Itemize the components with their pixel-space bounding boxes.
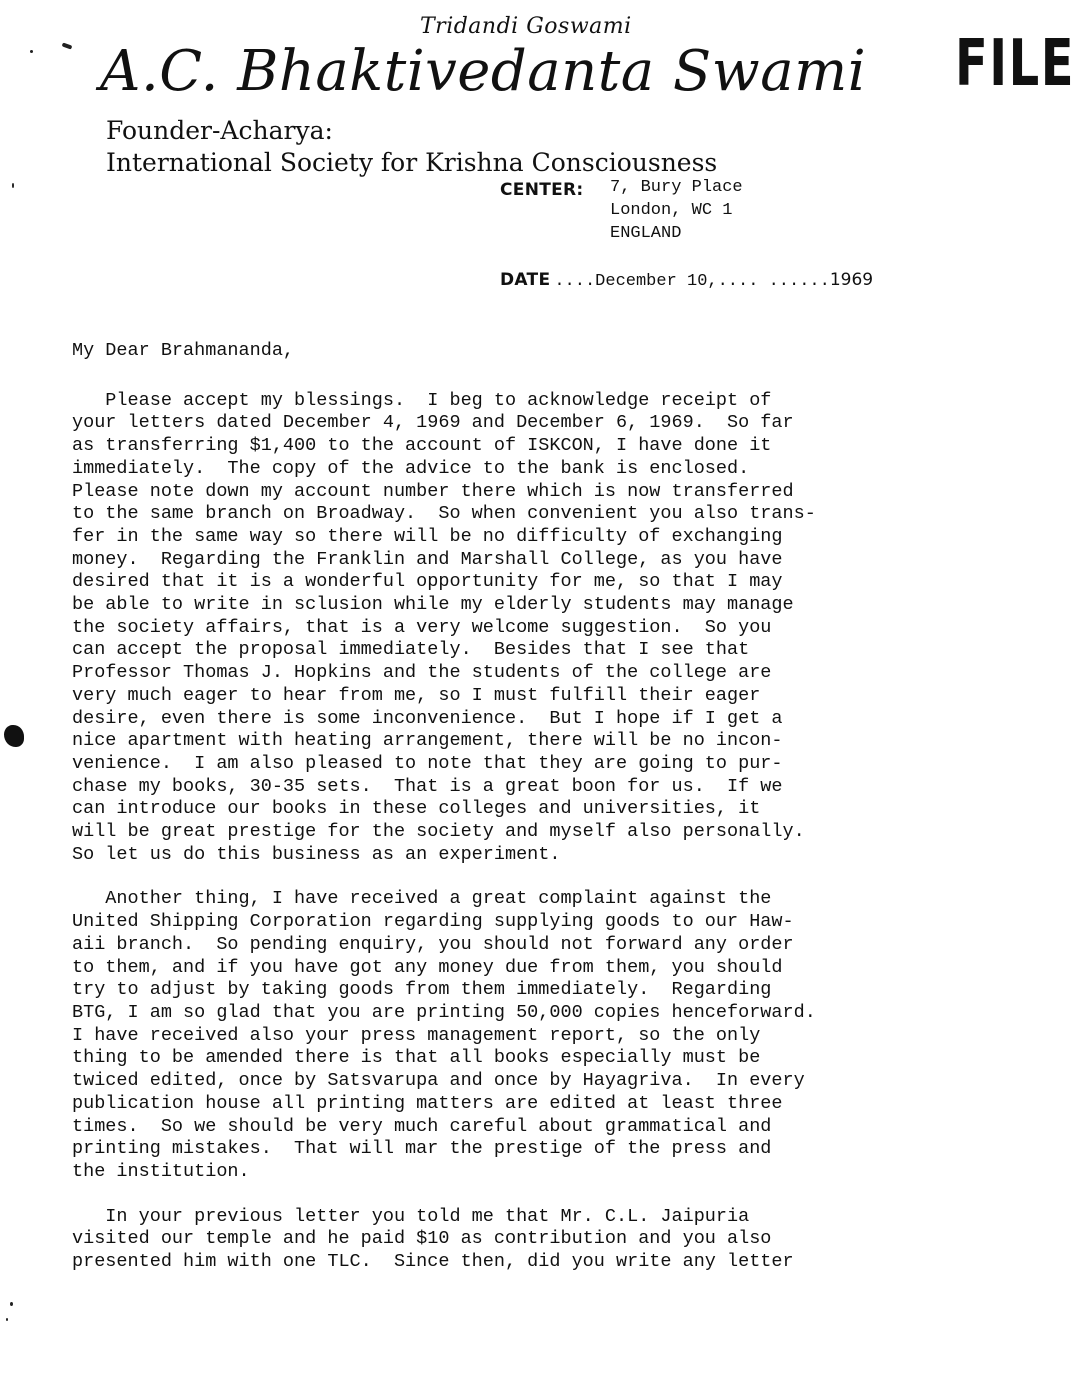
letter-line: presented him with one TLC. Since then, did you write any letter [72,1251,794,1273]
paragraph [72,1206,1062,1274]
speck [6,1318,8,1321]
letter-line: Another thing, I have received a great complaint against the [72,888,772,910]
address-line: ENGLAND [610,224,682,243]
speck [62,42,73,49]
letter-line: Please accept my blessings. I beg to acknowledge receipt of [72,389,772,411]
letter-line: to the same branch on Broadway. So when convenient you also trans- [72,503,816,525]
salutation: My Dear Brahmananda, [72,340,295,361]
letter-line: as transferring $1,400 to the account of ISKCON, I have done it [72,435,772,457]
letter-line: I have received also your press management report, so the only [72,1024,761,1046]
address [610,176,743,245]
address-line: 7, Bury Place [610,178,743,197]
letter-line: printing mistakes. That will mar the prestige of the press and [72,1138,772,1160]
letter-line: the institution. [72,1160,250,1182]
letter-line: visited our temple and he paid $10 as contribution and you also [72,1228,772,1250]
letterhead-title: Tridandi Goswami [420,14,632,39]
letter-line: venience. I am also pleased to note that they are going to pur- [72,752,783,774]
date-value: December 10, [595,272,718,291]
letter-line: the society affairs, that is a very welcome suggestion. So you [72,616,772,638]
letter-line: BTG, I am so glad that you are printing 50,000 copies henceforward. [72,1001,816,1023]
letter-line: desired that it is a wonderful opportunity for me, so that I may [72,571,783,593]
letter-line: nice apartment with heating arrangement, there will be no incon- [72,730,783,752]
letter-line: to them, and if you have got any money due from them, you should [72,956,783,978]
date-row: DATE ....December 10,.... ......1969 [500,270,874,291]
date-label: DATE [500,270,551,290]
letter-line: try to adjust by taking goods from them immediately. Regarding [72,979,772,1001]
letter-line: your letters dated December 4, 1969 and December 6, 1969. So far [72,412,794,434]
letter-line: United Shipping Corporation regarding supplying goods to our Haw- [72,911,794,933]
letter-line: will be great prestige for the society and myself also personally. [72,821,805,843]
letter-line: Professor Thomas J. Hopkins and the students of the college are [72,662,772,684]
speck [12,183,14,188]
letter-line: can accept the proposal immediately. Besides that I see that [72,639,750,661]
letter-line: be able to write in sclusion while my elderly students may manage [72,594,794,616]
letter-line: immediately. The copy of the advice to the bank is enclosed. [72,457,750,479]
letter-line: twiced edited, once by Satsvarupa and once by Hayagriva. In every [72,1070,805,1092]
letter-line: fer in the same way so there will be no difficulty of exchanging [72,525,783,547]
letter-line: money. Regarding the Franklin and Marshall College, as you have [72,548,783,570]
letter-line: Please note down my account number there which is now transferred [72,480,794,502]
paragraph [72,888,1062,1183]
letter-line: desire, even there is some inconvenience. But I hope if I get a [72,707,783,729]
letter-line: thing to be amended there is that all books especially must be [72,1047,761,1069]
letter-line: aii branch. So pending enquiry, you should not forward any order [72,933,794,955]
letter-line: can introduce our books in these colleges and universities, it [72,798,761,820]
letter-line: So let us do this business as an experiment. [72,843,561,865]
letter-line: times. So we should be very much careful about grammatical and [72,1115,772,1137]
letter-line: chase my books, 30-35 sets. That is a great boon for us. If we [72,775,783,797]
date-year: 1969 [829,270,874,290]
letter-line: publication house all printing matters are edited at least three [72,1092,783,1114]
letter-line: very much eager to hear from me, so I must fulfill their eager [72,684,761,706]
speck [30,50,33,53]
center-label: CENTER: [500,180,584,200]
speck [10,1302,13,1306]
letter-body [72,340,1062,1296]
letterhead-name: A.C. Bhaktivedanta Swami [100,39,867,104]
society-name: International Society for Krishna Consciousness [106,148,718,177]
ink-blot [4,725,24,747]
file-stamp: FILE [955,27,1076,101]
letter-line: In your previous letter you told me that Mr. C.L. Jaipuria [72,1205,750,1227]
paragraph [72,390,1062,867]
address-line: London, WC 1 [610,201,733,220]
founder-acharya-line: Founder-Acharya: [106,116,333,145]
